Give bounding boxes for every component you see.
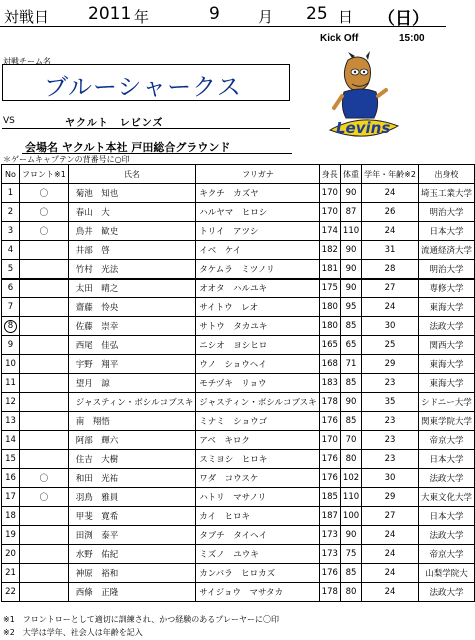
cell-front [20, 393, 69, 412]
cell-weight: 100 [340, 507, 361, 526]
cell-front [20, 545, 69, 564]
cell-school: 日本大学 [418, 222, 474, 241]
cell-front [20, 260, 69, 279]
cell-age: 23 [362, 450, 419, 469]
header-weight: 体重 [340, 165, 361, 184]
table-row [2, 507, 475, 526]
cell-no: 13 [2, 412, 20, 431]
cell-weight: 90 [340, 241, 361, 260]
cell-age: 27 [362, 279, 419, 298]
cell-age: 24 [362, 222, 419, 241]
header-age: 学年・年齢※2 [362, 165, 419, 184]
cell-name: 阿部 輝六 [68, 431, 195, 450]
month-value: 9 [209, 4, 220, 24]
cell-no: 21 [2, 564, 20, 583]
table-row [2, 412, 475, 431]
cell-school: 東海大学 [418, 374, 474, 393]
table-row [2, 469, 475, 488]
cell-height: 170 [319, 431, 340, 450]
cell-weight: 75 [340, 545, 361, 564]
cell-kana: アベ キロク [196, 431, 319, 450]
cell-weight: 71 [340, 355, 361, 374]
cell-age: 23 [362, 374, 419, 393]
cell-front [20, 374, 69, 393]
cell-name: 神原 裕和 [68, 564, 195, 583]
cell-weight: 85 [340, 317, 361, 336]
table-row [2, 355, 475, 374]
cell-front [20, 583, 69, 602]
cell-no: 11 [2, 374, 20, 393]
cell-no: 18 [2, 507, 20, 526]
cell-school: 法政大学 [418, 526, 474, 545]
cell-school: 日本大学 [418, 507, 474, 526]
cell-front [20, 336, 69, 355]
roster-table [1, 164, 475, 602]
cell-school: 法政大学 [418, 317, 474, 336]
cell-weight: 85 [340, 412, 361, 431]
cell-name: 齋藤 怜央 [68, 298, 195, 317]
home-team-name: ヤクルト レビンズ [65, 118, 164, 129]
cell-no: 2 [2, 203, 20, 222]
cell-school: 東海大学 [418, 298, 474, 317]
cell-kana: サイジョウ マサタカ [196, 583, 319, 602]
cell-kana: カンバラ ヒロカズ [196, 564, 319, 583]
cell-no: 4 [2, 241, 20, 260]
cell-height: 174 [319, 222, 340, 241]
cell-kana: サトウ タカユキ [196, 317, 319, 336]
table-row [2, 564, 475, 583]
table-row [2, 374, 475, 393]
cell-height: 175 [319, 279, 340, 298]
cell-school: 流通経済大学 [418, 241, 474, 260]
cell-school: 大東文化大学 [418, 488, 474, 507]
cell-age: 25 [362, 336, 419, 355]
cell-height: 180 [319, 298, 340, 317]
cell-name: 春山 大 [68, 203, 195, 222]
header-height: 身長 [319, 165, 340, 184]
cell-height: 183 [319, 374, 340, 393]
kickoff-label: Kick Off [320, 33, 359, 44]
date-row [4, 2, 444, 28]
cell-front [20, 526, 69, 545]
cell-kana: ハトリ マサノリ [196, 488, 319, 507]
cell-weight: 90 [340, 393, 361, 412]
cell-kana: スミヨシ ヒロキ [196, 450, 319, 469]
opponent-name: ブルーシャークス [44, 73, 242, 101]
cell-height: 178 [319, 393, 340, 412]
cell-no: 12 [2, 393, 20, 412]
cell-school: 明治大学 [418, 260, 474, 279]
cell-school: 山梨学院大 [418, 564, 474, 583]
cell-weight: 102 [340, 469, 361, 488]
cell-front [20, 564, 69, 583]
footnote-1: ※1 フロントローとして適切に訓練され、かつ経験のあるプレーヤーに〇印 [3, 615, 279, 624]
cell-weight: 110 [340, 222, 361, 241]
cell-kana: オオタ ハルユキ [196, 279, 319, 298]
cell-kana: キクチ カズヤ [196, 184, 319, 203]
date-underline [0, 26, 446, 27]
table-row [2, 545, 475, 564]
cell-school: 日本大学 [418, 450, 474, 469]
captain-mark: 8 [4, 320, 17, 333]
cell-height: 170 [319, 184, 340, 203]
cell-height: 176 [319, 450, 340, 469]
cell-kana: ニシオ ヨシヒロ [196, 336, 319, 355]
cell-no: 6 [2, 279, 20, 298]
cell-name: ジャスティン・ボシルコブスキ [68, 393, 195, 412]
year-value: 2011 [88, 4, 132, 24]
header-no: No [2, 165, 20, 184]
cell-kana: トリイ アツシ [196, 222, 319, 241]
date-label: 対戦日 [4, 8, 50, 26]
table-row [2, 184, 475, 203]
cell-name: 水野 佑紀 [68, 545, 195, 564]
cell-front [20, 241, 69, 260]
levins-logo [322, 52, 404, 148]
cell-front [20, 355, 69, 374]
cell-kana: ウノ ショウヘイ [196, 355, 319, 374]
cell-age: 24 [362, 526, 419, 545]
cell-front [20, 450, 69, 469]
cell-school: 法政大学 [418, 583, 474, 602]
cell-name: 宇野 翔平 [68, 355, 195, 374]
cell-name: 鳥井 歓史 [68, 222, 195, 241]
table-row [2, 393, 475, 412]
cell-front [20, 507, 69, 526]
weekday: （日） [378, 9, 429, 29]
year-unit: 年 [134, 8, 150, 26]
cell-weight: 110 [340, 488, 361, 507]
table-row [2, 336, 475, 355]
cell-weight: 65 [340, 336, 361, 355]
opponent-label: 対戦チーム名 [3, 57, 51, 66]
cell-height: 168 [319, 355, 340, 374]
cell-height: 182 [319, 241, 340, 260]
cell-name: 菊池 知也 [68, 184, 195, 203]
cell-weight: 90 [340, 260, 361, 279]
cell-kana: ハルヤマ ヒロシ [196, 203, 319, 222]
table-row [2, 488, 475, 507]
cell-weight: 80 [340, 583, 361, 602]
cell-height: 173 [319, 545, 340, 564]
cell-kana: タケムラ ミツノリ [196, 260, 319, 279]
table-row [2, 241, 475, 260]
cell-weight: 70 [340, 431, 361, 450]
cell-no: 5 [2, 260, 20, 279]
cell-age: 23 [362, 412, 419, 431]
cell-no: 7 [2, 298, 20, 317]
table-row [2, 317, 475, 336]
cell-name: 甲斐 寛希 [68, 507, 195, 526]
cell-age: 30 [362, 469, 419, 488]
table-header-row [2, 165, 475, 184]
cell-kana: イベ ケイ [196, 241, 319, 260]
cell-front: 〇 [20, 488, 69, 507]
cell-age: 26 [362, 203, 419, 222]
cell-age: 31 [362, 241, 419, 260]
cell-weight: 80 [340, 450, 361, 469]
cell-kana: ミナミ ショウゴ [196, 412, 319, 431]
cell-weight: 90 [340, 279, 361, 298]
cell-height: 173 [319, 526, 340, 545]
cell-kana: モチヅキ リョウ [196, 374, 319, 393]
cell-school: 東海大学 [418, 355, 474, 374]
cell-age: 24 [362, 298, 419, 317]
cell-no: 15 [2, 450, 20, 469]
logo-text: Levins [336, 119, 391, 137]
cell-name: 井部 啓 [68, 241, 195, 260]
header-front: フロント※1 [20, 165, 69, 184]
table-row [2, 431, 475, 450]
table-row [2, 298, 475, 317]
cell-kana: タブチ タイヘイ [196, 526, 319, 545]
table-row [2, 203, 475, 222]
cell-age: 29 [362, 488, 419, 507]
cell-name: 竹村 光法 [68, 260, 195, 279]
cell-weight: 85 [340, 564, 361, 583]
cell-name: 羽鳥 雅員 [68, 488, 195, 507]
cell-name: 西尾 佳弘 [68, 336, 195, 355]
cell-name: 田渕 泰平 [68, 526, 195, 545]
cell-front: 〇 [20, 203, 69, 222]
vs-label: VS [3, 116, 15, 126]
cell-age: 24 [362, 583, 419, 602]
cell-no: 3 [2, 222, 20, 241]
cell-weight: 85 [340, 374, 361, 393]
header-school: 出身校 [418, 165, 474, 184]
footnote-2: ※2 大学は学年、社会人は年齢を記入 [3, 628, 143, 637]
header-name: 氏名 [68, 165, 195, 184]
table-row [2, 450, 475, 469]
cell-height: 170 [319, 203, 340, 222]
cell-no: 22 [2, 583, 20, 602]
cell-school: 法政大学 [418, 469, 474, 488]
cell-name: 西條 正隆 [68, 583, 195, 602]
cell-name: 太田 晴之 [68, 279, 195, 298]
cell-front [20, 431, 69, 450]
day-value: 25 [306, 4, 328, 24]
table-row [2, 222, 475, 241]
table-row [2, 260, 475, 279]
cell-no: 16 [2, 469, 20, 488]
cell-school: 埼玉工業大学 [418, 184, 474, 203]
cell-no: 14 [2, 431, 20, 450]
cell-age: 24 [362, 545, 419, 564]
cell-school: 帝京大学 [418, 545, 474, 564]
cell-school: シドニー大学 [418, 393, 474, 412]
cell-age: 29 [362, 355, 419, 374]
table-row [2, 526, 475, 545]
cell-kana: カイ ヒロキ [196, 507, 319, 526]
cell-front [20, 317, 69, 336]
cell-weight: 90 [340, 184, 361, 203]
cell-school: 専修大学 [418, 279, 474, 298]
cell-height: 165 [319, 336, 340, 355]
cell-height: 180 [319, 317, 340, 336]
cell-name: 和田 光祐 [68, 469, 195, 488]
cell-no: 19 [2, 526, 20, 545]
cell-school: 関西大学 [418, 336, 474, 355]
cell-age: 27 [362, 507, 419, 526]
cell-no: 1 [2, 184, 20, 203]
cell-no: 17 [2, 488, 20, 507]
cell-name: 佐藤 崇幸 [68, 317, 195, 336]
cell-kana: ジャスティン・ボシルコブスキ [196, 393, 319, 412]
cell-front: 〇 [20, 222, 69, 241]
cell-weight: 90 [340, 526, 361, 545]
cell-kana: サイトウ レオ [196, 298, 319, 317]
cell-no: 10 [2, 355, 20, 374]
cell-weight: 95 [340, 298, 361, 317]
header-kana: フリガナ [196, 165, 319, 184]
kickoff-time: 15:00 [399, 33, 425, 44]
cell-height: 187 [319, 507, 340, 526]
cell-age: 28 [362, 260, 419, 279]
cell-front: 〇 [20, 469, 69, 488]
cell-height: 176 [319, 469, 340, 488]
cell-front [20, 298, 69, 317]
vs-underline [2, 128, 290, 129]
cell-age: 24 [362, 184, 419, 203]
roster-body [2, 184, 475, 602]
cell-height: 185 [319, 488, 340, 507]
cell-weight: 87 [340, 203, 361, 222]
cell-name: 住吉 大樹 [68, 450, 195, 469]
cell-school: 明治大学 [418, 203, 474, 222]
cell-front: 〇 [20, 184, 69, 203]
cell-age: 23 [362, 431, 419, 450]
cell-height: 176 [319, 412, 340, 431]
cell-name: 望月 諒 [68, 374, 195, 393]
cell-front [20, 412, 69, 431]
cell-front [20, 279, 69, 298]
cell-name: 南 翔悟 [68, 412, 195, 431]
cell-school: 帝京大学 [418, 431, 474, 450]
captain-note: ＊ゲームキャプテンの背番号に○印 [3, 155, 130, 164]
venue-text: 会場名 ヤクルト本社 戸田総合グラウンド [25, 141, 231, 154]
table-row [2, 583, 475, 602]
cell-height: 181 [319, 260, 340, 279]
month-unit: 月 [258, 8, 274, 26]
cell-no [2, 317, 20, 336]
cell-kana: ミズノ ユウキ [196, 545, 319, 564]
cell-no: 20 [2, 545, 20, 564]
cell-age: 30 [362, 317, 419, 336]
cell-height: 178 [319, 583, 340, 602]
cell-kana: ワダ コウスケ [196, 469, 319, 488]
cell-age: 35 [362, 393, 419, 412]
cell-height: 176 [319, 564, 340, 583]
cell-age: 24 [362, 564, 419, 583]
table-row [2, 279, 475, 298]
cell-school: 関東学院大学 [418, 412, 474, 431]
mascot-body [342, 89, 377, 118]
cell-no: 9 [2, 336, 20, 355]
day-unit: 日 [338, 8, 354, 26]
